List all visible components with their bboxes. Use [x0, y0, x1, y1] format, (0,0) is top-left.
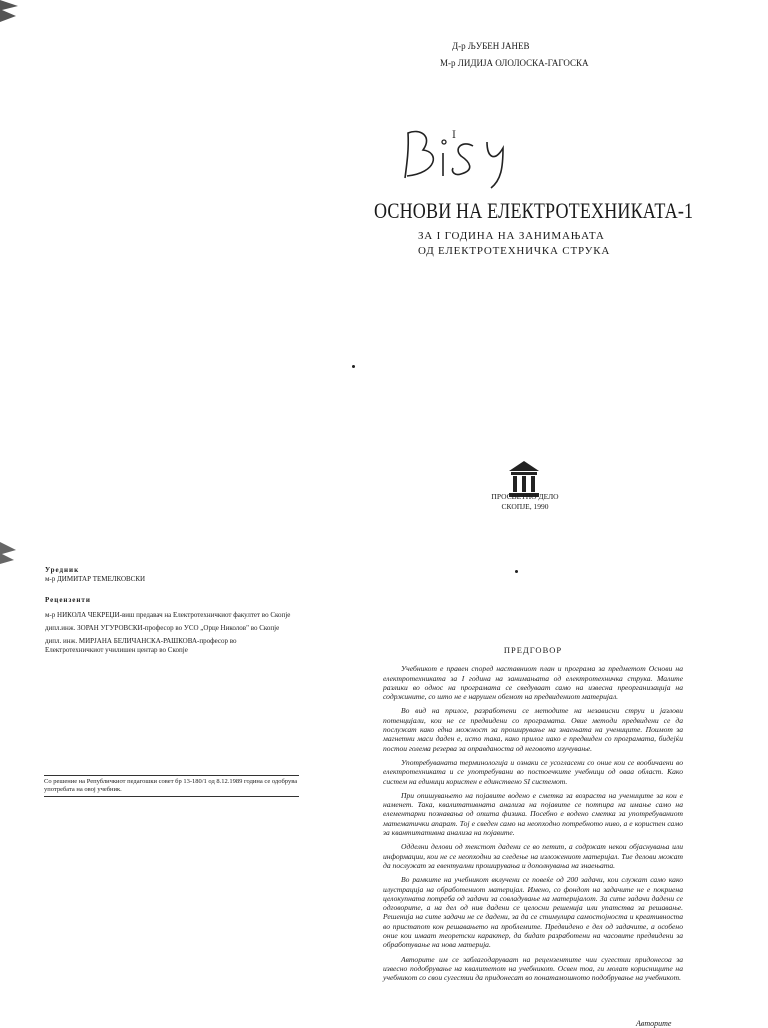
scan-edge-mark: [0, 538, 20, 568]
authors: [440, 38, 612, 72]
reviewer-entry: дипл.инж. ЗОРАН УГУРОВСКИ-професор во УСО „Орце Николов" во Скопје: [45, 624, 280, 632]
preface-paragraph: Учебникот е правен според наставниот план и програма за предметот Основи на електротехниката за I година на занимањата од електротехничка струка. Малите разлики во однос на програмата се сведуваат само на извесна преорганизација на содржините, со што не е нарушен обемот на предвидениот материјал.: [383, 664, 683, 702]
subtitle-line: ОД ЕЛЕКТРОТЕХНИЧКА СТРУКА: [418, 245, 611, 257]
preface-paragraph: Употребуваната терминологија и ознаки се усогласени со оние кои се вообичаени во електротехниката и се употребувани во постоечките учебници од оваа област. Како систем на единици користен е единствено SI системот.: [383, 757, 683, 786]
book-subtitle: [418, 229, 698, 259]
speck: [352, 365, 355, 368]
reviewer-entry: дипл. инж. МИРЈАНА БЕЛИЧАНСКА-РАШКОВА-професор во Електротехничкиот училишен центар во Скопје: [45, 637, 237, 654]
preface-title: ПРЕДГОВОР: [503, 645, 563, 655]
approval-notice: Со решение на Републичкиот педагошки совет бр 13-180/1 од 8.12.1989 година се одобрува употребата на овој учебник.: [44, 775, 299, 797]
author-name: М-р ЛИДИЈА ОЛОЛОСКА-ГАГОСКА: [440, 58, 589, 68]
preface-paragraph: Во рамките на учебникот вклучени се повеќе од 200 задачи, кои служат само како илустрација на обработениот материјал. Имено, со фондот на задачите не е покриена целокупната потреба од задачи за совладување на материјалот. За сите задачи дадени се одговорите, а на дел од нив дадени се целосни решенија или упатства за решавање. Решенија на сите задачи не се дадени, за да се стимулира самостојноста и креативноста во пристапот кон решавањето на проблемите. Предвидено е дел од задачите, а особено оние кои имаат теоретски карактер, да бидат разработени на часовите предвидени за обработување на нова материја.: [383, 875, 683, 950]
preface-paragraph: Во вид на прилог, разработени се методите на независни струи и јазлови потенцијали, кои не се предвидени со програмата. Овие методи предвидени се да послужат како една можност за проширување на знаењата на учениците. Поимот за магнетни маси даден е, исто така, како прилог иако е предвиден со програмата, бидејќи постои голема резерва за оправданоста од неговото изучување.: [383, 706, 683, 753]
handwritten-note: [395, 118, 535, 198]
speck: [515, 570, 518, 573]
publisher-name: ПРОСВЕТНО ДЕЛО: [491, 492, 559, 501]
publisher-place-year: СКОПЈЕ, 1990: [501, 502, 549, 511]
preface-paragraph: При опишувањето на појавите водено е сметка за возраста на учениците за кои е наменет. Така, квалитативната анализа на појавите се потпира на имање само на елементарни познавања од општа физика. Посебно е водено сметка за употребуваниот математички апарат. Тој е сведен само на неопходно потребното ниво, а е користен само за квантитативна анализа на појавите.: [383, 790, 683, 838]
reviewers-label: Рецензенти: [45, 596, 91, 604]
preface-signature: Авторите: [636, 1019, 672, 1028]
preface-paragraph: Авторите им се заблагодаруваат на рецензентите чии сугестии придонесоа за извесно подобрување на квалитетот на учебникот. Освен тоа, ги молат корисниците на учебникот со свои сугестии да придонесат во понатамошното подобрување на учебникот.: [383, 954, 683, 983]
editor-label: Уредник: [45, 566, 80, 574]
publisher-info: [470, 492, 580, 512]
reviewer-entry: м-р НИКОЛА ЧЕКРЕЏИ-виш предавач на Електротехничкиот факултет во Скопје: [45, 611, 291, 619]
editor-name: м-р ДИМИТАР ТЕМЕЛКОВСКИ: [45, 575, 146, 583]
author-name: Д-р ЉУБЕН ЈАНЕВ: [452, 41, 530, 51]
credits-block: [45, 566, 295, 659]
scan-corner-mark: [0, 0, 20, 40]
handwritten-mark: I: [452, 130, 456, 141]
subtitle-line: ЗА I ГОДИНА НА ЗАНИМАЊАТА: [418, 230, 605, 242]
preface: [383, 646, 683, 988]
preface-paragraph: Одделни делови од текстот дадени се во петит, а содржат некои објаснувања или информации, кои не се неопходни за следење на изложениот материјал. Тие делови можат да послужат за евентуални проширувања и дополнувања на знаењата.: [383, 842, 683, 870]
book-title: ОСНОВИ НА ЕЛЕКТРОТЕХНИКАТА-1: [374, 198, 694, 223]
